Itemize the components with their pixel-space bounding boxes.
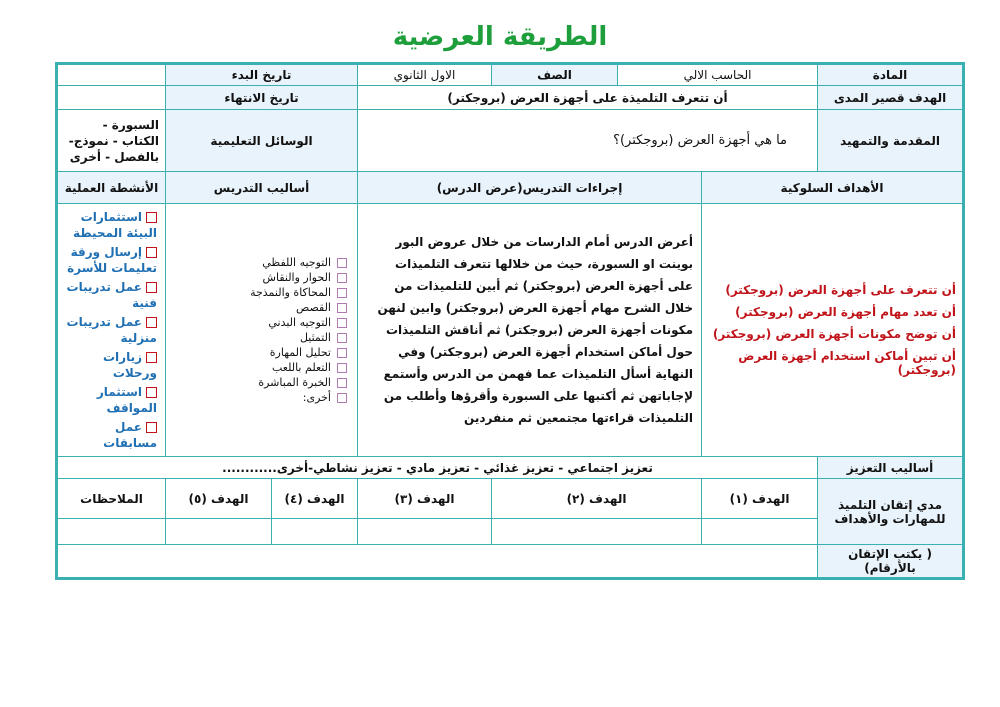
start-date-label: تاريخ البدء xyxy=(166,64,358,86)
row-section-headers xyxy=(57,172,964,204)
grade-label: الصف xyxy=(492,64,618,86)
row-mastery xyxy=(57,479,964,519)
behavioral-goals-cell xyxy=(702,204,964,457)
mastery-goal-4: الهدف (٤) xyxy=(272,479,358,519)
checkbox-icon[interactable] xyxy=(146,352,157,363)
intro-value: ما هي أجهزة العرض (بروجكتر)؟ xyxy=(358,110,818,172)
aids-value: السبورة - الكتاب - نموذج- بالفصل - أخرى xyxy=(57,110,166,172)
mastery-goal-1: الهدف (١) xyxy=(702,479,818,519)
row-reinforcement xyxy=(57,457,964,479)
goal-item: أن تبين أماكن استخدام أجهزة العرض (بروجكتر) xyxy=(738,349,957,377)
aids-label: الوسائل التعليمية xyxy=(166,110,358,172)
mastery-note-label: ( يكتب الإتقان بالأرقام) xyxy=(818,545,964,579)
checkbox-icon[interactable] xyxy=(337,378,347,388)
method-item[interactable]: المحاكاة والنمذجة xyxy=(176,286,347,299)
row-objective xyxy=(57,86,964,110)
mastery-cell[interactable] xyxy=(57,519,166,545)
method-item[interactable]: التوجيه البدني xyxy=(176,316,347,329)
checkbox-icon[interactable] xyxy=(337,258,347,268)
methods-header: أساليب التدريس xyxy=(166,172,358,204)
behavioral-goals-header: الأهداف السلوكية xyxy=(702,172,964,204)
mastery-goal-2: الهدف (٢) xyxy=(492,479,702,519)
end-date-value xyxy=(57,86,166,110)
checkbox-icon[interactable] xyxy=(337,333,347,343)
procedure-text: أعرض الدرس أمام الدارسات من خلال عروض البور بوينت او السبورة، حيث من خلالها تتعرف التلميذات على أجهزة العرض (بروجكتر) ثم أبين للتلميذات من خلال الشرح مهام أجهزة العرض (بروجكتر) وابين لنهن مكونات أجهزة العرض (بروجكتر) ثم أناقش التلميذات حول أماكن استخدام أجهزة العرض (بروجكتر) وفي النهاية أسأل التلميذات عما فهمن من الدرس وأستمع لإجاباتهن ثم أكتبها على السبورة وأقرؤها وأطلب من التلميذات قراءتها مجتمعين ثم منفردين xyxy=(358,204,702,457)
methods-list xyxy=(172,256,351,404)
mastery-note-empty xyxy=(57,545,818,579)
checkbox-icon[interactable] xyxy=(337,363,347,373)
activity-item[interactable]: إرسال ورقة تعليمات للأسرة xyxy=(67,245,157,275)
checkbox-icon[interactable] xyxy=(337,348,347,358)
activity-item[interactable]: زيارات ورحلات xyxy=(103,350,157,380)
method-item[interactable]: التمثيل xyxy=(176,331,347,344)
grade-value: الاول الثانوي xyxy=(358,64,492,86)
method-item[interactable]: القصص xyxy=(176,301,347,314)
goal-item: أن توضح مكونات أجهزة العرض (بروجكتر) xyxy=(712,327,957,341)
intro-label: المقدمة والتمهيد xyxy=(818,110,964,172)
mastery-cell[interactable] xyxy=(702,519,818,545)
checkbox-icon[interactable] xyxy=(146,422,157,433)
mastery-goal-3: الهدف (٣) xyxy=(358,479,492,519)
method-item[interactable]: الخبرة المباشرة xyxy=(176,376,347,389)
objective-label: الهدف قصير المدى xyxy=(818,86,964,110)
page-title: الطريقة العرضية xyxy=(392,22,608,52)
activity-item[interactable]: استثمارات البيئة المحيطة xyxy=(73,210,157,240)
checkbox-icon[interactable] xyxy=(337,273,347,283)
mastery-cell[interactable] xyxy=(272,519,358,545)
end-date-label: تاريخ الانتهاء xyxy=(166,86,358,110)
checkbox-icon[interactable] xyxy=(337,318,347,328)
mastery-goal-5: الهدف (٥) xyxy=(166,479,272,519)
activity-item[interactable]: عمل مسابقات xyxy=(103,420,157,450)
subject-label: المادة xyxy=(818,64,964,86)
method-item[interactable]: التعلم باللعب xyxy=(176,361,347,374)
row-intro xyxy=(57,110,964,172)
activity-item[interactable]: عمل تدريبات منزلية xyxy=(66,315,157,345)
mastery-cell[interactable] xyxy=(358,519,492,545)
method-item[interactable]: التوجيه اللفظي xyxy=(176,256,347,269)
reinforcement-value: تعزيز اجتماعي - تعزيز غذائي - تعزيز مادي - تعزيز نشاطي-أخرى............ xyxy=(57,457,818,479)
checkbox-icon[interactable] xyxy=(337,393,347,403)
goal-item: أن تتعرف على أجهزة العرض (بروجكتر) xyxy=(725,283,957,297)
reinforcement-label: أساليب التعزيز xyxy=(818,457,964,479)
mastery-cell[interactable] xyxy=(166,519,272,545)
objective-value: أن تتعرف التلميذة على أجهزة العرض (بروجكتر) xyxy=(358,86,818,110)
checkbox-icon[interactable] xyxy=(146,387,157,398)
activity-item[interactable]: استثمار المواقف xyxy=(96,385,157,415)
method-item[interactable]: أخرى: xyxy=(176,391,347,404)
activity-item[interactable]: عمل تدريبات فنية xyxy=(66,280,157,310)
checkbox-icon[interactable] xyxy=(146,212,157,223)
mastery-label: مدي إتقان التلميذ للمهارات والأهداف xyxy=(818,479,964,545)
checkbox-icon[interactable] xyxy=(146,282,157,293)
checkbox-icon[interactable] xyxy=(146,317,157,328)
checkbox-icon[interactable] xyxy=(337,288,347,298)
row-subject xyxy=(57,64,964,86)
checkbox-icon[interactable] xyxy=(337,303,347,313)
activities-cell xyxy=(57,204,166,457)
method-item[interactable]: الحوار والنقاش xyxy=(176,271,347,284)
procedures-header: إجراءات التدريس(عرض الدرس) xyxy=(358,172,702,204)
method-item[interactable]: تحليل المهارة xyxy=(176,346,347,359)
goals-list xyxy=(708,283,956,377)
checkbox-icon[interactable] xyxy=(146,247,157,258)
methods-cell xyxy=(166,204,358,457)
row-mastery-note xyxy=(57,545,964,579)
subject-value: الحاسب الالي xyxy=(618,64,818,86)
start-date-value xyxy=(57,64,166,86)
lesson-plan-table xyxy=(55,62,965,580)
row-content xyxy=(57,204,964,457)
goal-item: أن تعدد مهام أجهزة العرض (بروجكتر) xyxy=(735,305,957,319)
activities-list xyxy=(64,209,159,451)
mastery-cell[interactable] xyxy=(492,519,702,545)
mastery-notes: الملاحظات xyxy=(57,479,166,519)
activities-header: الأنشطة العملية xyxy=(57,172,166,204)
